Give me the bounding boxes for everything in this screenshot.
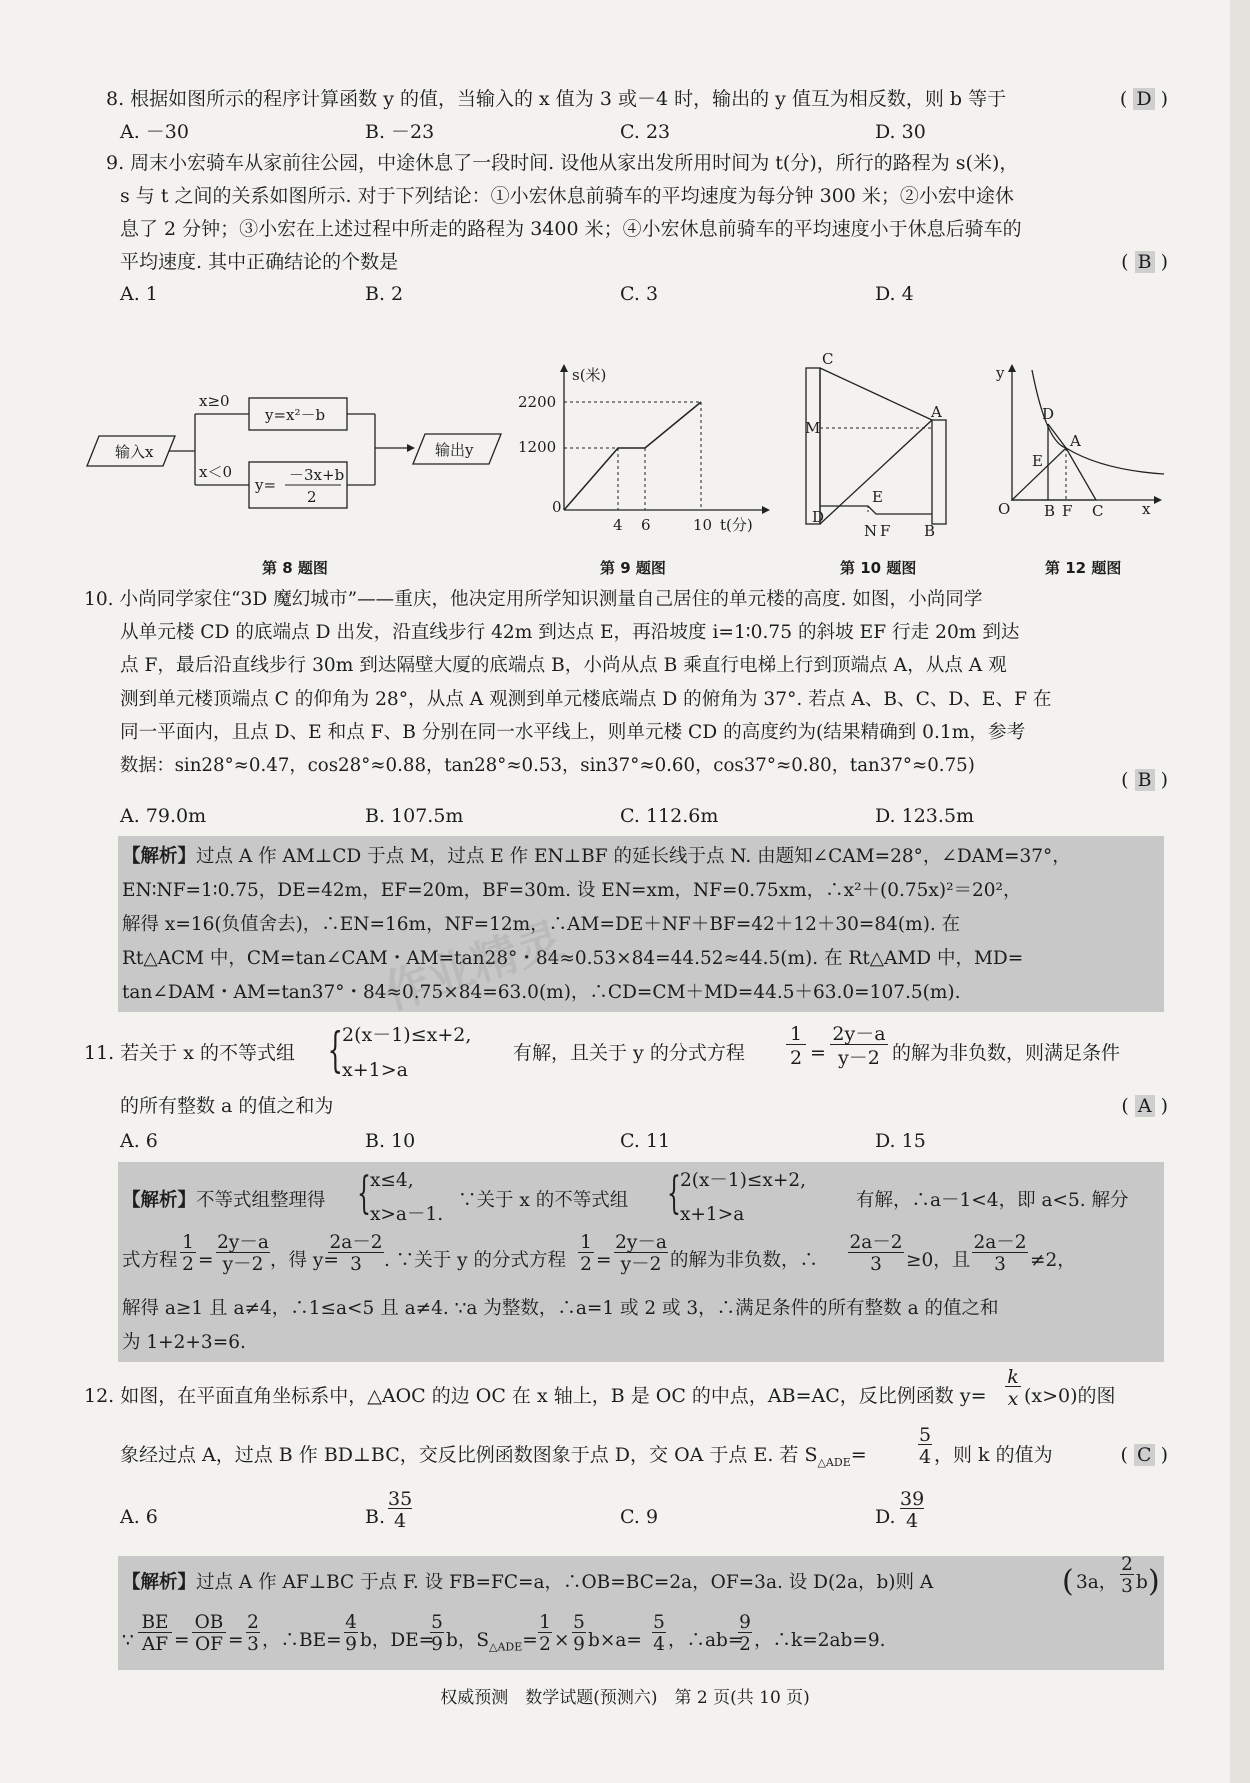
- fig9-ytick-2200: 2200: [518, 393, 557, 411]
- q11-sol-f3-den: 3: [350, 1254, 362, 1275]
- fig9-caption: 第 9 题图: [600, 559, 666, 577]
- scan-edge: [1230, 0, 1250, 1783]
- fig8-formula-bottom-num: －3x+b: [289, 466, 345, 484]
- q11-sol-f3-num: 2a－2: [329, 1232, 383, 1253]
- q11-sol-f7-num: 2a－2: [973, 1232, 1027, 1253]
- q11-brace: {: [327, 1022, 343, 1078]
- q11-eq-sign: =: [810, 1042, 826, 1064]
- q11-sol-1c: 有解，∴a－1<4，即 a<5. 解分: [856, 1190, 1129, 1211]
- fig10-label-e: E: [872, 488, 883, 506]
- q12-sol-pt-num: 2: [1121, 1554, 1133, 1575]
- fig9-y-label: s(米): [572, 366, 607, 384]
- q11-sol-f4-den: 2: [580, 1254, 592, 1275]
- q12-sol-eq-1: =: [174, 1630, 190, 1651]
- q11-sol-brace-2: {: [667, 1168, 681, 1219]
- q9-line-3: 息了 2 分钟；③小宏在上述过程中所走的路程为 3400 米；④小宏休息前骑车的平均速度小于休息后骑车的: [120, 218, 1022, 240]
- q11-sol-f2-num: 2y－a: [217, 1232, 269, 1253]
- q12-option-b-label: B.: [365, 1506, 386, 1528]
- fig9-xtick-6: 6: [641, 516, 651, 534]
- fig9-path: [564, 402, 701, 510]
- q11-sol-f4-num: 1: [578, 1234, 594, 1253]
- q11-sol-2b: ，得 y=: [270, 1250, 339, 1271]
- q11-sol-eq-2: =: [596, 1250, 612, 1271]
- q9-line-1: 9. 周末小宏骑车从家前往公园，中途休息了一段时间. 设他从家出发所用时间为 t(分)，所行的路程为 s(米)，: [106, 152, 1019, 174]
- q12-line-2a: [120, 1442, 867, 1476]
- q12-line-1a: 12. 如图，在平面直角坐标系中，△AOC 的边 OC 在 x 轴上，B 是 OC 的中点，AB=AC，反比例函数 y=: [84, 1385, 987, 1407]
- q12-sol-2h: ，∴k=2ab=9.: [754, 1630, 886, 1651]
- fig12-label-c: C: [1092, 502, 1104, 520]
- q11-sol-2e: ≥0，且: [906, 1250, 971, 1271]
- fig10-building-cd: [806, 368, 820, 524]
- q8-option-b: B. －23: [365, 121, 435, 143]
- q12-sol-pt-b: b: [1136, 1572, 1148, 1593]
- q12-sol-f2-num: OB: [192, 1614, 226, 1633]
- q12-sol-pt-den: 3: [1121, 1576, 1133, 1597]
- q10-line-6: 数据：sin28°≈0.47，cos28°≈0.88，tan28°≈0.53，sin37°≈0.60，cos37°≈0.80，tan37°≈0.75): [120, 755, 975, 776]
- fig8-caption: 第 8 题图: [262, 559, 328, 577]
- q12-option-d-den: 4: [905, 1510, 919, 1532]
- q11-option-d: D. 15: [875, 1130, 926, 1152]
- q11-sol-1b: ∵关于 x 的不等式组: [458, 1190, 629, 1211]
- fig12-label-f: F: [1062, 502, 1073, 520]
- q10-solution-text-1: 过点 A 作 AM⊥CD 于点 M，过点 E 作 EN⊥BF 的延长线于点 N. 由题知∠CAM=28°，∠DAM=37°，: [196, 846, 1071, 867]
- q10-option-a: A. 79.0m: [120, 805, 207, 827]
- q10-solution-line-5: tan∠DAM・AM=tan37°・84≈0.75×84=63.0(m)，∴CD=CM＋MD=44.5＋63.0=107.5(m).: [122, 982, 961, 1003]
- fig8-formula-top: y=x²－b: [265, 406, 326, 424]
- q9-option-b: B. 2: [365, 283, 404, 305]
- q11-sol-sys-2: x>a－1.: [370, 1204, 444, 1225]
- q12-option-b-den: 4: [393, 1510, 407, 1532]
- fig12-label-d: D: [1042, 405, 1055, 423]
- q9-line-2: s 与 t 之间的关系如图所示. 对于下列结论：①小宏休息前骑车的平均速度为每分钟 300 米；②小宏中途休: [120, 185, 1014, 207]
- q12-sol-2-sub: △ADE: [489, 1640, 523, 1654]
- q11-solution-tag: 【解析】: [122, 1190, 197, 1211]
- q12-sol-f6-den: 2: [539, 1634, 551, 1655]
- q12-sol-f6-num: 1: [539, 1612, 551, 1633]
- q12-sol-2b: b，DE=: [360, 1630, 435, 1651]
- q12-line-2-sub: △ADE: [817, 1455, 851, 1469]
- q12-solution-tag: 【解析】: [122, 1572, 197, 1593]
- q12-sol-2f: b×a=: [588, 1630, 642, 1651]
- q10-option-c: C. 112.6m: [620, 805, 719, 827]
- fig12-label-b: B: [1044, 502, 1056, 520]
- q11-sol-brace-1: {: [357, 1168, 371, 1219]
- q12-option-c: C. 9: [620, 1506, 659, 1528]
- fig9-xtick-4: 4: [613, 516, 623, 534]
- fig10-diagram: [800, 350, 960, 550]
- q11-sol-2d: 的解为非负数，∴: [670, 1250, 819, 1271]
- fig12-triangle: [1012, 448, 1096, 500]
- q10-line-2: 从单元楼 CD 的底端点 D 出发，沿直线步行 42m 到达点 E，再沿坡度 i=1∶0.75 的斜坡 EF 行走 20m 到达: [120, 622, 1020, 643]
- q12-sol-f2-den: OF: [194, 1634, 223, 1655]
- q12-sol-f9-den: 2: [739, 1634, 751, 1655]
- q12-sol-f8-den: 4: [653, 1634, 665, 1655]
- fig10-label-a: A: [931, 403, 942, 421]
- q9-answer-letter: B: [1135, 251, 1155, 273]
- q11-frac-rhs-den: y－2: [838, 1047, 880, 1069]
- fig8-cond-bottom: x＜0: [199, 463, 233, 481]
- fig12-caption: 第 12 题图: [1045, 559, 1122, 577]
- q10-line-1: 10. 小尚同学家住“3D 魔幻城市”——重庆，他决定用所学知识测量自己居住的单元楼的高度. 如图，小尚同学: [84, 589, 983, 610]
- q11-answer-letter: A: [1135, 1095, 1155, 1117]
- q11-sol-2c: . ∵关于 y 的分式方程: [384, 1250, 566, 1271]
- q12-sol-line-1: [122, 1570, 933, 1596]
- q9-option-d: D. 4: [875, 283, 914, 305]
- fig12-label-y: y: [996, 364, 1005, 382]
- page-footer: 权威预测 数学试题(预测六) 第 2 页(共 10 页): [440, 1688, 810, 1708]
- q12-area-den: 4: [918, 1446, 932, 1468]
- q12-line-1b: (x>0)的图: [1024, 1385, 1116, 1407]
- fig9-graph: [518, 362, 770, 534]
- q12-sol-f3-num: 2: [247, 1612, 259, 1633]
- q12-k-den: x: [1007, 1388, 1019, 1410]
- q12-sol-2e: ×: [554, 1630, 570, 1651]
- q11-answer: ( A ): [1121, 1095, 1168, 1117]
- q11-sol-f6-num: 2a－2: [849, 1232, 903, 1253]
- fig8-formula-bottom-lhs: y=: [255, 476, 277, 494]
- q10-line-3: 点 F，最后沿直线步行 30m 到达隔壁大厦的底端点 B，小尚从点 B 乘直行电梯上行到顶端点 A，从点 A 观: [120, 655, 1007, 676]
- q10-solution-line-3: 解得 x=16(负值舍去)，∴EN=16m，NF=12m，∴AM=DE＋NF＋BF=42＋12＋30=84(m). 在: [122, 914, 961, 935]
- q12-answer: ( C ): [1120, 1444, 1168, 1466]
- q10-solution: [118, 836, 1164, 1012]
- q11-frac-rhs-num: 2y－a: [830, 1024, 888, 1045]
- q12-option-d-num: 39: [900, 1488, 925, 1510]
- fig10-label-n: N: [864, 522, 878, 540]
- q11-option-b: B. 10: [365, 1130, 416, 1152]
- fig12-graph: [992, 364, 1172, 524]
- q12-solution: [118, 1556, 1164, 1670]
- fig10-label-d: D: [812, 508, 825, 526]
- q11-stem-b: 有解，且关于 y 的分式方程: [513, 1042, 745, 1064]
- q10-option-b: B. 107.5m: [365, 805, 464, 827]
- q12-area-num: 5: [918, 1424, 932, 1446]
- q11-solution: [118, 1162, 1164, 1362]
- q12-answer-letter: C: [1134, 1444, 1155, 1466]
- fig9-ytick-1200: 1200: [518, 438, 557, 456]
- fig12-label-o: O: [998, 500, 1011, 518]
- fig8-cond-top: x≥0: [199, 392, 230, 410]
- q8-option-c: C. 23: [620, 121, 671, 143]
- q12-sol-f3-den: 3: [247, 1634, 259, 1655]
- q12-sol-f8-num: 5: [653, 1612, 665, 1633]
- q9-line-4: 平均速度. 其中正确结论的个数是: [120, 251, 399, 273]
- q12-sol-eq-2: =: [228, 1630, 244, 1651]
- q12-sol-2c: [446, 1628, 538, 1661]
- q12-sol-lparen: (: [1062, 1564, 1074, 1599]
- q12-sol-f7-den: 9: [573, 1634, 585, 1655]
- fig8-formula-bottom-den: 2: [307, 488, 317, 506]
- q12-sol-2g: ，∴ab=: [668, 1630, 744, 1651]
- q12-sol-pt-a: 3a，: [1076, 1572, 1118, 1593]
- q11-sol-eq-1: =: [198, 1250, 214, 1271]
- q12-sol-f1-den: AF: [141, 1634, 169, 1655]
- q11-system-1: 2(x－1)≤x+2,: [342, 1024, 472, 1046]
- q12-line-2c: ，则 k 的值为: [934, 1444, 1053, 1466]
- q8-stem: 8. 根据如图所示的程序计算函数 y 的值，当输入的 x 值为 3 或－4 时，输出的 y 值互为相反数，则 b 等于: [106, 88, 1007, 110]
- fig9-origin: 0: [552, 498, 562, 516]
- q11-sol-f1-den: 2: [182, 1254, 194, 1275]
- fig9-x-label: t(分): [720, 516, 753, 534]
- q12-line-2b: =: [850, 1444, 867, 1466]
- q8-answer: ( D ): [1119, 88, 1168, 110]
- q12-sol-f9-num: 9: [739, 1612, 751, 1633]
- fig10-label-b: B: [924, 522, 936, 540]
- q12-sol-rparen: ): [1148, 1564, 1160, 1599]
- q8-option-d: D. 30: [875, 121, 926, 143]
- q11-sol-sys-1: x≤4,: [370, 1170, 414, 1191]
- q11-option-a: A. 6: [120, 1130, 158, 1152]
- q11-stem-c: 的解为非负数，则满足条件: [892, 1042, 1121, 1064]
- q11-sol-2a: 式方程: [122, 1250, 178, 1271]
- fig10-label-f: F: [880, 522, 891, 540]
- fig12-label-e: E: [1032, 452, 1043, 470]
- fig12-label-x: x: [1142, 500, 1151, 518]
- q12-sol-f5-num: 5: [431, 1612, 443, 1633]
- q11-frac-lhs-num: 1: [786, 1024, 806, 1045]
- q11-sol-f5-num: 2y－a: [615, 1232, 667, 1253]
- q11-sol-f1-num: 1: [180, 1234, 196, 1253]
- q11-option-c: C. 11: [620, 1130, 671, 1152]
- q11-sol-f2-den: y－2: [222, 1254, 264, 1275]
- q12-sol-f5-den: 9: [431, 1634, 443, 1655]
- q10-solution-line-2: EN∶NF=1∶0.75，DE=42m，EF=20m，BF=30m. 设 EN=xm，NF=0.75xm，∴x²＋(0.75x)²＝20²，: [122, 880, 1022, 901]
- q10-line-4: 测到单元楼顶端点 C 的仰角为 28°，从点 A 观测到单元楼底端点 D 的俯角为 37°. 若点 A、B、C、D、E、F 在: [120, 689, 1052, 710]
- fig9-xtick-10: 10: [693, 516, 713, 534]
- q10-line-5: 同一平面内，且点 D、E 和点 F、B 分别在同一水平线上，则单元楼 CD 的高度约为(结果精确到 0.1m，参考: [120, 722, 1026, 743]
- fig10-building-ab: [932, 420, 946, 524]
- fig8-input-label: 输入x: [115, 443, 154, 461]
- q12-sol-f4-num: 4: [345, 1612, 357, 1633]
- q11-sol-f7-den: 3: [994, 1254, 1006, 1275]
- q10-solution-line-1: [122, 844, 1071, 870]
- q11-sol-1a: 不等式组整理得: [196, 1190, 326, 1211]
- q12-option-d-label: D.: [875, 1506, 896, 1528]
- q12-sol-2a: ，∴BE=: [262, 1630, 342, 1651]
- q11-sol-line-3: 解得 a≥1 且 a≠4，∴1≤a<5 且 a≠4. ∵a 为整数，∴a=1 或 2 或 3，∴满足条件的所有整数 a 的值之和: [122, 1298, 999, 1319]
- q12-sol-2d: =: [522, 1630, 538, 1651]
- q11-sol-2f: ≠2，: [1030, 1250, 1076, 1271]
- q11-solution-line-1: [122, 1188, 326, 1214]
- watermark: 作业精灵: [377, 911, 569, 1020]
- q10-solution-tag: 【解析】: [122, 846, 197, 867]
- fig10-caption: 第 10 题图: [840, 559, 917, 577]
- q11-sol-sys-4: x+1>a: [680, 1204, 745, 1225]
- q12-sol-2-pre: ∵: [122, 1630, 134, 1651]
- q12-option-a: A. 6: [120, 1506, 158, 1528]
- q10-answer-letter: B: [1135, 769, 1155, 791]
- q12-sol-f1-num: BE: [138, 1614, 172, 1633]
- q10-answer: ( B ): [1121, 769, 1168, 791]
- q8-option-a: A. －30: [120, 121, 189, 143]
- q11-sol-sys-3: 2(x－1)≤x+2,: [680, 1170, 806, 1191]
- fig10-label-m: M: [805, 419, 821, 437]
- q9-answer: ( B ): [1121, 251, 1168, 273]
- fig10-label-c: C: [822, 350, 834, 368]
- q10-solution-line-4: Rt△ACM 中，CM=tan∠CAM・AM=tan28°・84≈0.53×84=44.52≈44.5(m). 在 Rt△AMD 中，MD=: [122, 948, 1024, 969]
- q11-frac-lhs-den: 2: [789, 1047, 803, 1069]
- fig12-label-a: A: [1070, 432, 1081, 450]
- q12-sol-f7-num: 5: [573, 1612, 585, 1633]
- q12-sol-f4-den: 9: [345, 1634, 357, 1655]
- q11-system-2: x+1>a: [342, 1059, 408, 1081]
- q11-sol-line-4: 为 1+2+3=6.: [122, 1332, 246, 1353]
- q12-line-2a-text: 象经过点 A，过点 B 作 BD⊥BC，交反比例函数图象于点 D，交 OA 于点 E. 若 S: [120, 1444, 818, 1466]
- q9-option-c: C. 3: [620, 283, 659, 305]
- q10-option-d: D. 123.5m: [875, 805, 975, 827]
- q11-sol-f5-den: y－2: [620, 1254, 662, 1275]
- q9-option-a: A. 1: [120, 283, 158, 305]
- q12-sol-2c-text: b，S: [446, 1630, 490, 1651]
- fig8-flowchart: [85, 380, 505, 510]
- q12-k-num: k: [1005, 1368, 1021, 1387]
- q11-stem-a: 11. 若关于 x 的不等式组: [84, 1042, 296, 1064]
- q12-sol-1: 过点 A 作 AF⊥BC 于点 F. 设 FB=FC=a，∴OB=BC=2a，OF=3a. 设 D(2a，b)则 A: [196, 1572, 934, 1593]
- fig8-output-label: 输出y: [435, 441, 474, 459]
- q8-answer-letter: D: [1133, 88, 1154, 110]
- q11-line-2: 的所有整数 a 的值之和为: [120, 1095, 334, 1117]
- q12-option-b-num: 35: [388, 1488, 413, 1510]
- q11-sol-f6-den: 3: [870, 1254, 882, 1275]
